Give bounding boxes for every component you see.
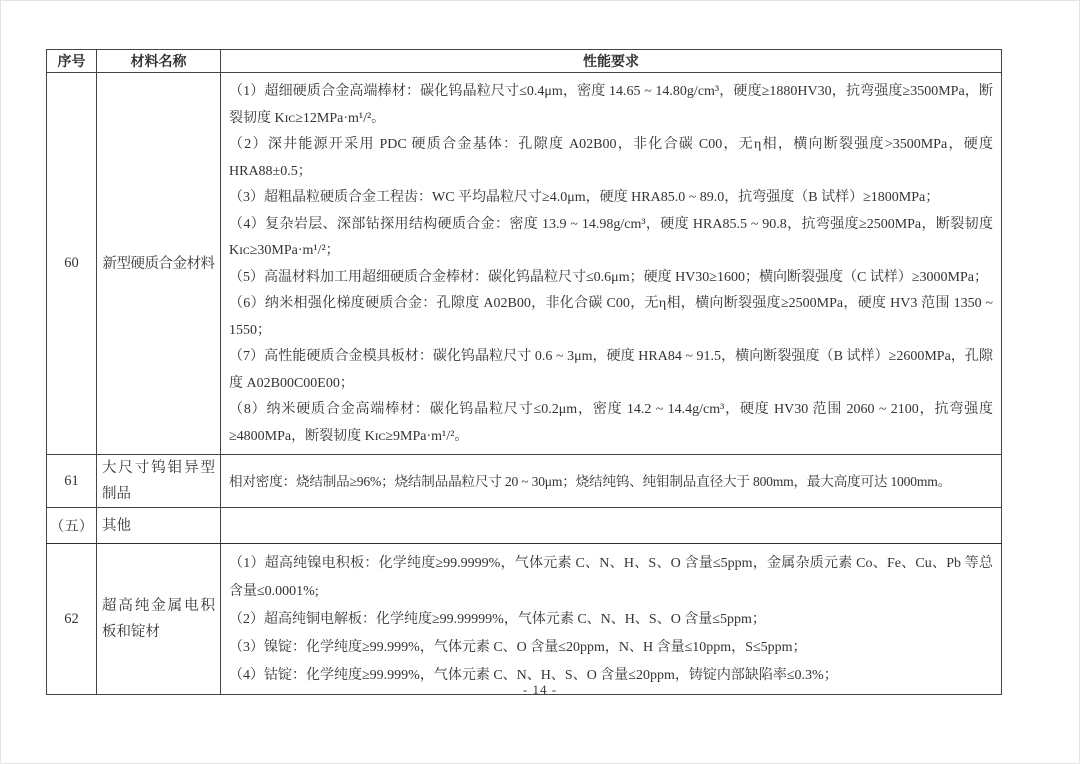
requirement-item: （7）高性能硬质合金模具板材：碳化钨晶粒尺寸 0.6 ~ 3μm，硬度 HRA84 ~ 91.5，横向断裂强度（B 试样）≥2600MPa，孔隙度 A02B00C00E00； bbox=[229, 349, 993, 391]
material-name: 超高纯金属电积板和锭材 bbox=[97, 544, 221, 695]
requirement-item: （8）纳米硬质合金高端棒材：碳化钨晶粒尺寸≤0.2μm，密度 14.2 ~ 14.4g/cm³，硬度 HV30 范围 2060 ~ 2100，抗弯强度≥4800MPa，断裂韧度 Kɪᴄ≥9MPa·m¹/²。 bbox=[229, 402, 993, 444]
requirement-item: （1）超高纯镍电积板：化学纯度≥99.9999%，气体元素 C、N、H、S、O 含量≤5ppm，金属杂质元素 Co、Fe、Cu、Pb 等总含量≤0.0001%; bbox=[229, 556, 993, 599]
row-serial-number: 60 bbox=[47, 73, 97, 455]
performance-requirements-cell bbox=[221, 544, 1002, 695]
requirement-item: （4）复杂岩层、深部钻探用结构硬质合金：密度 13.9 ~ 14.98g/cm³，硬度 HRA85.5 ~ 90.8，抗弯强度≥2500MPa，断裂韧度 Kɪᴄ≥30MPa·m¹/²； bbox=[229, 216, 993, 258]
materials-table bbox=[46, 49, 1002, 695]
requirement-item: （2）超高纯铜电解板：化学纯度≥99.99999%，气体元素 C、N、H、S、O 含量≤5ppm； bbox=[229, 612, 766, 627]
material-name: 其他 bbox=[97, 508, 221, 544]
table-header-row bbox=[47, 50, 1002, 73]
requirement-item: 相对密度：烧结制品≥96%；烧结制品晶粒尺寸 20 ~ 30μm；烧结纯钨、纯钼制品直径大于 800mm，最大高度可达 1000mm。 bbox=[229, 473, 951, 489]
table-row bbox=[47, 508, 1002, 544]
page-number: - 14 - bbox=[522, 682, 558, 697]
header-material-name: 材料名称 bbox=[97, 50, 221, 73]
header-serial-number: 序号 bbox=[47, 50, 97, 73]
table-row bbox=[47, 73, 1002, 455]
row-serial-number: 62 bbox=[47, 544, 97, 695]
row-serial-number: 61 bbox=[47, 455, 97, 508]
table-row bbox=[47, 455, 1002, 508]
requirement-item: （4）钴锭：化学纯度≥99.999%，气体元素 C、N、H、S、O 含量≤20ppm，铸锭内部缺陷率≤0.3%； bbox=[229, 668, 838, 683]
material-name: 大尺寸钨钼异型制品 bbox=[97, 455, 221, 508]
table-row bbox=[47, 544, 1002, 695]
material-name: 新型硬质合金材料 bbox=[97, 73, 221, 455]
requirement-item: （6）纳米相强化梯度硬质合金：孔隙度 A02B00，非化合碳 C00，无η相，横向断裂强度≥2500MPa，硬度 HV3 范围 1350 ~ 1550； bbox=[229, 296, 993, 338]
row-serial-number: （五） bbox=[47, 508, 97, 544]
requirement-item: （2）深井能源开采用 PDC 硬质合金基体：孔隙度 A02B00，非化合碳 C00，无η相，横向断裂强度>3500MPa，硬度 HRA88±0.5； bbox=[229, 137, 993, 179]
performance-requirements-cell bbox=[221, 73, 1002, 455]
performance-requirements-cell bbox=[221, 508, 1002, 544]
header-performance-requirements: 性能要求 bbox=[221, 50, 1002, 73]
requirement-item: （3）镍锭：化学纯度≥99.999%，气体元素 C、O 含量≤20ppm，N、H 含量≤10ppm，S≤5ppm； bbox=[229, 640, 807, 655]
requirement-item: （3）超粗晶粒硬质合金工程齿：WC 平均晶粒尺寸≥4.0μm，硬度 HRA85.0 ~ 89.0，抗弯强度（B 试样）≥1800MPa； bbox=[229, 190, 940, 205]
performance-requirements-cell bbox=[221, 455, 1002, 508]
requirement-item: （5）高温材料加工用超细硬质合金棒材：碳化钨晶粒尺寸≤0.6μm；硬度 HV30≥1600；横向断裂强度（C 试样）≥3000MPa； bbox=[229, 269, 988, 285]
requirement-item: （1）超细硬质合金高端棒材：碳化钨晶粒尺寸≤0.4μm，密度 14.65 ~ 14.80g/cm³，硬度≥1880HV30，抗弯强度≥3500MPa，断裂韧度 Kɪᴄ≥12MPa·m¹/²。 bbox=[229, 84, 993, 126]
